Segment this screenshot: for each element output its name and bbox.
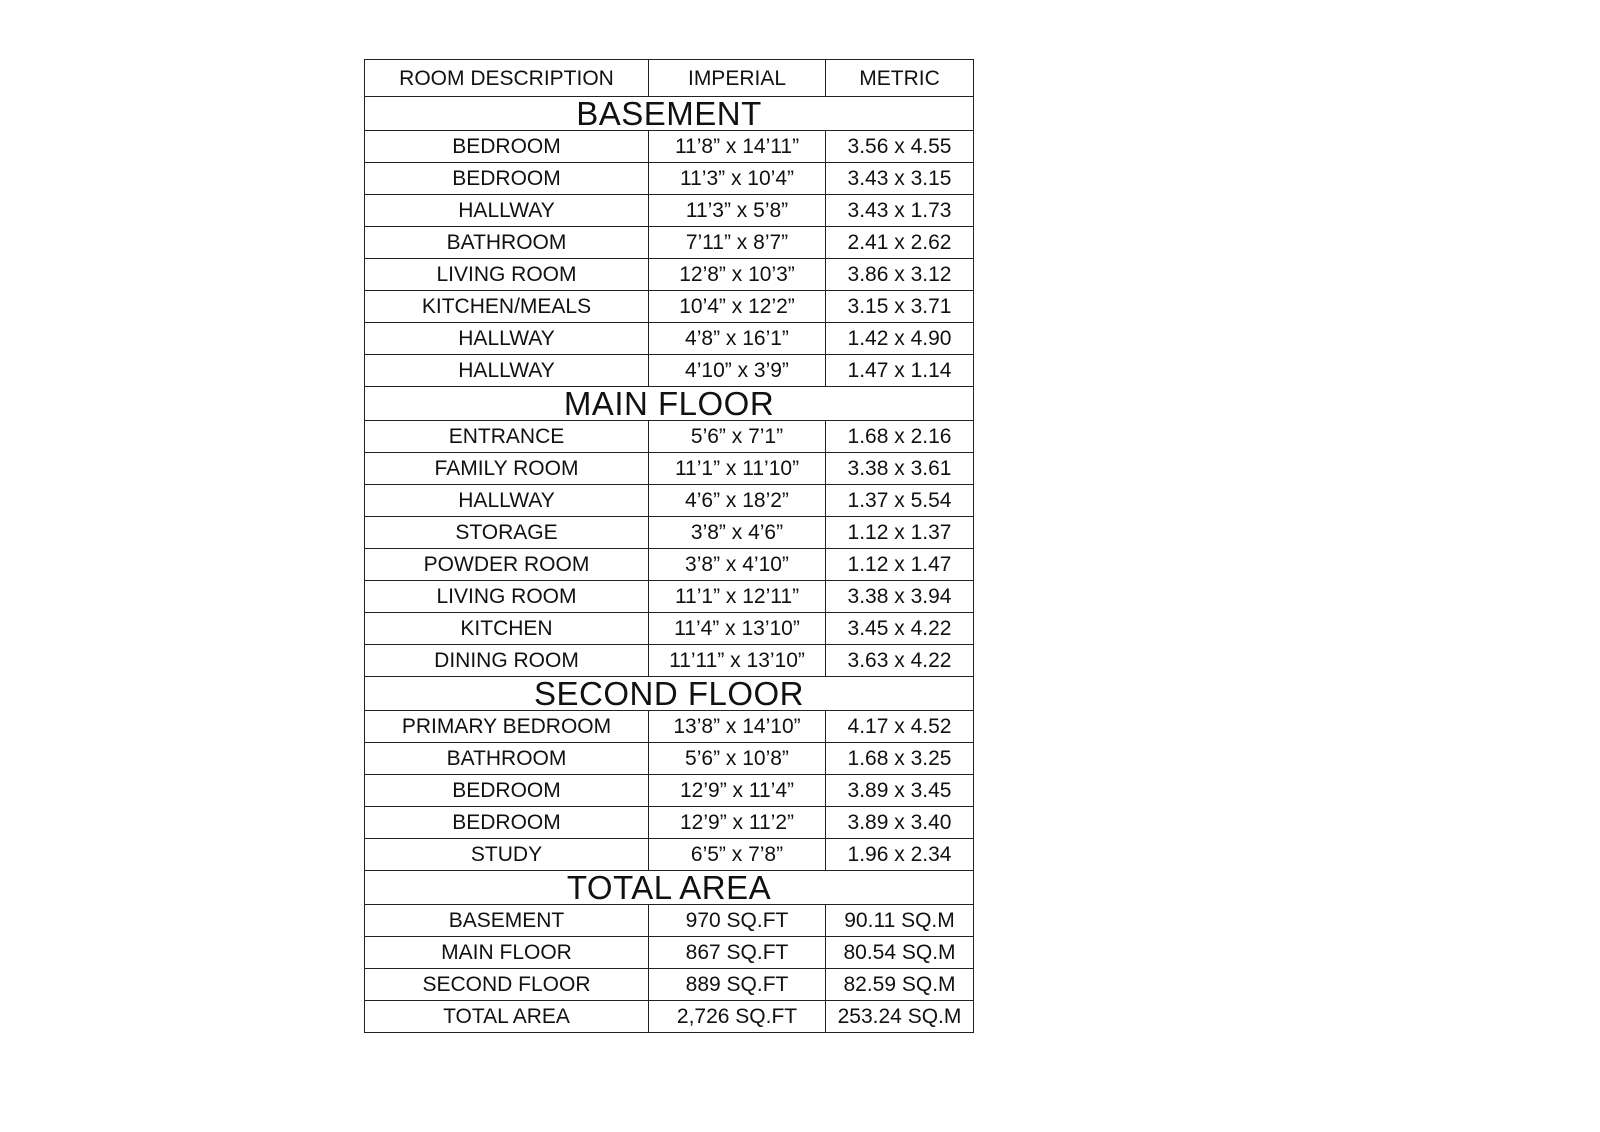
metric-cell: 82.59 SQ.M (826, 969, 974, 1001)
metric-cell: 1.68 x 2.16 (826, 421, 974, 453)
table-body (365, 60, 974, 1033)
table-row (365, 581, 974, 613)
table-row (365, 969, 974, 1001)
imperial-cell: 12’9” x 11’4” (649, 775, 826, 807)
imperial-cell: 970 SQ.FT (649, 905, 826, 937)
metric-cell: 3.89 x 3.40 (826, 807, 974, 839)
room-description-cell: STUDY (365, 839, 649, 871)
room-dimensions-table (364, 59, 974, 1033)
header-room-description: ROOM DESCRIPTION (365, 60, 649, 97)
room-description-cell: HALLWAY (365, 323, 649, 355)
room-description-cell: BEDROOM (365, 131, 649, 163)
table-row (365, 355, 974, 387)
room-description-cell: BASEMENT (365, 905, 649, 937)
room-description-cell: BEDROOM (365, 775, 649, 807)
metric-cell: 80.54 SQ.M (826, 937, 974, 969)
room-description-cell: TOTAL AREA (365, 1001, 649, 1033)
table-row (365, 775, 974, 807)
table-row (365, 645, 974, 677)
room-description-cell: STORAGE (365, 517, 649, 549)
room-description-cell: KITCHEN (365, 613, 649, 645)
imperial-cell: 867 SQ.FT (649, 937, 826, 969)
imperial-cell: 11’3” x 5’8” (649, 195, 826, 227)
imperial-cell: 11’11” x 13’10” (649, 645, 826, 677)
metric-cell: 1.12 x 1.37 (826, 517, 974, 549)
imperial-cell: 12’9” x 11’2” (649, 807, 826, 839)
room-description-cell: BATHROOM (365, 743, 649, 775)
header-imperial: IMPERIAL (649, 60, 826, 97)
metric-cell: 3.56 x 4.55 (826, 131, 974, 163)
table-row (365, 807, 974, 839)
imperial-cell: 13’8” x 14’10” (649, 711, 826, 743)
imperial-cell: 11’1” x 11’10” (649, 453, 826, 485)
imperial-cell: 5’6” x 10’8” (649, 743, 826, 775)
table-row (365, 1001, 974, 1033)
metric-cell: 1.68 x 3.25 (826, 743, 974, 775)
room-description-cell: MAIN FLOOR (365, 937, 649, 969)
table-row (365, 195, 974, 227)
imperial-cell: 4’10” x 3’9” (649, 355, 826, 387)
table-row (365, 131, 974, 163)
metric-cell: 3.89 x 3.45 (826, 775, 974, 807)
imperial-cell: 2,726 SQ.FT (649, 1001, 826, 1033)
imperial-cell: 4’8” x 16’1” (649, 323, 826, 355)
table-row (365, 227, 974, 259)
metric-cell: 1.47 x 1.14 (826, 355, 974, 387)
imperial-cell: 10’4” x 12’2” (649, 291, 826, 323)
imperial-cell: 4’6” x 18’2” (649, 485, 826, 517)
table-row (365, 613, 974, 645)
metric-cell: 3.43 x 3.15 (826, 163, 974, 195)
room-description-cell: KITCHEN/MEALS (365, 291, 649, 323)
metric-cell: 1.42 x 4.90 (826, 323, 974, 355)
table-row (365, 711, 974, 743)
table-row (365, 163, 974, 195)
table-row (365, 291, 974, 323)
room-description-cell: LIVING ROOM (365, 259, 649, 291)
imperial-cell: 11’1” x 12’11” (649, 581, 826, 613)
table-row (365, 937, 974, 969)
room-description-cell: BEDROOM (365, 807, 649, 839)
room-description-cell: BEDROOM (365, 163, 649, 195)
table-row (365, 323, 974, 355)
room-description-cell: FAMILY ROOM (365, 453, 649, 485)
metric-cell: 3.43 x 1.73 (826, 195, 974, 227)
table-row (365, 839, 974, 871)
table-row (365, 517, 974, 549)
room-description-cell: ENTRANCE (365, 421, 649, 453)
metric-cell: 3.38 x 3.94 (826, 581, 974, 613)
room-description-cell: PRIMARY BEDROOM (365, 711, 649, 743)
room-description-cell: HALLWAY (365, 485, 649, 517)
room-description-cell: SECOND FLOOR (365, 969, 649, 1001)
table-row (365, 259, 974, 291)
metric-cell: 3.15 x 3.71 (826, 291, 974, 323)
table-row (365, 453, 974, 485)
metric-cell: 1.96 x 2.34 (826, 839, 974, 871)
metric-cell: 3.38 x 3.61 (826, 453, 974, 485)
room-description-cell: HALLWAY (365, 355, 649, 387)
section-title: BASEMENT (365, 97, 974, 131)
section-header-basement (365, 97, 974, 131)
table-row (365, 549, 974, 581)
metric-cell: 3.45 x 4.22 (826, 613, 974, 645)
imperial-cell: 3’8” x 4’6” (649, 517, 826, 549)
imperial-cell: 889 SQ.FT (649, 969, 826, 1001)
section-header-total-area (365, 871, 974, 905)
metric-cell: 253.24 SQ.M (826, 1001, 974, 1033)
section-title: TOTAL AREA (365, 871, 974, 905)
imperial-cell: 5’6” x 7’1” (649, 421, 826, 453)
section-title: SECOND FLOOR (365, 677, 974, 711)
table-row (365, 905, 974, 937)
room-description-cell: LIVING ROOM (365, 581, 649, 613)
imperial-cell: 12’8” x 10’3” (649, 259, 826, 291)
metric-cell: 3.86 x 3.12 (826, 259, 974, 291)
imperial-cell: 11’4” x 13’10” (649, 613, 826, 645)
table-row (365, 421, 974, 453)
imperial-cell: 6’5” x 7’8” (649, 839, 826, 871)
metric-cell: 1.37 x 5.54 (826, 485, 974, 517)
table-row (365, 485, 974, 517)
metric-cell: 90.11 SQ.M (826, 905, 974, 937)
section-title: MAIN FLOOR (365, 387, 974, 421)
imperial-cell: 11’3” x 10’4” (649, 163, 826, 195)
room-description-cell: POWDER ROOM (365, 549, 649, 581)
imperial-cell: 11’8” x 14’11” (649, 131, 826, 163)
metric-cell: 1.12 x 1.47 (826, 549, 974, 581)
section-header-second-floor (365, 677, 974, 711)
section-header-main-floor (365, 387, 974, 421)
header-row (365, 60, 974, 97)
header-metric: METRIC (826, 60, 974, 97)
room-description-cell: HALLWAY (365, 195, 649, 227)
imperial-cell: 3’8” x 4’10” (649, 549, 826, 581)
room-description-cell: BATHROOM (365, 227, 649, 259)
imperial-cell: 7’11” x 8’7” (649, 227, 826, 259)
table-row (365, 743, 974, 775)
metric-cell: 2.41 x 2.62 (826, 227, 974, 259)
metric-cell: 3.63 x 4.22 (826, 645, 974, 677)
metric-cell: 4.17 x 4.52 (826, 711, 974, 743)
room-description-cell: DINING ROOM (365, 645, 649, 677)
